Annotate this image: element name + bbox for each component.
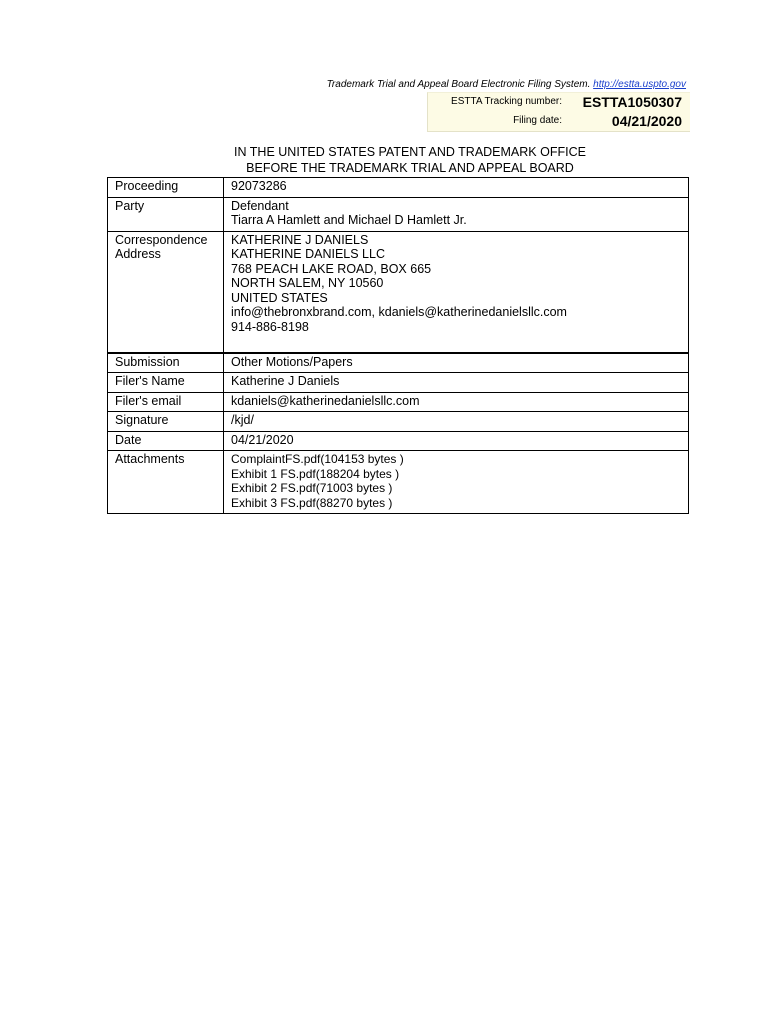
table-row-attachments — [108, 451, 689, 514]
filing-system-text: Trademark Trial and Appeal Board Electronic Filing System. — [326, 79, 591, 90]
party-line: Tiarra A Hamlett and Michael D Hamlett Jr. — [231, 213, 467, 227]
tracking-row — [428, 93, 690, 112]
attachment-item: Exhibit 1 FS.pdf(188204 bytes ) — [231, 466, 400, 481]
address-line: UNITED STATES — [231, 290, 328, 305]
address-line: KATHERINE J DANIELS — [231, 232, 369, 247]
table-row-proceeding — [108, 178, 689, 198]
address-line: NORTH SALEM, NY 10560 — [231, 276, 384, 290]
signature-value: /kjd/ — [224, 412, 689, 432]
table-row-correspondence — [108, 231, 689, 353]
table-row-signature — [108, 412, 689, 432]
submission-value: Other Motions/Papers — [224, 353, 689, 373]
filing-date-value: 04/21/2020 — [611, 113, 682, 129]
address-email-line: info@thebronxbrand.com, kdaniels@katherinedanielsllc.com — [231, 305, 567, 319]
attachments-label: Attachments — [108, 451, 224, 514]
correspondence-label-line: Address — [115, 247, 161, 261]
proceeding-value: 92073286 — [224, 178, 689, 198]
party-value — [224, 197, 689, 231]
table-row-date — [108, 431, 689, 451]
filers-email-value: kdaniels@katherinedanielsllc.com — [224, 392, 689, 412]
attachments-list — [224, 451, 689, 514]
filing-date-row — [428, 112, 690, 131]
table-row-filers-email — [108, 392, 689, 412]
title-line-2: BEFORE THE TRADEMARK TRIAL AND APPEAL BOARD — [246, 161, 574, 175]
correspondence-address — [224, 231, 689, 353]
tracking-label: ESTTA Tracking number: — [451, 96, 562, 107]
tracking-number: ESTTA1050307 — [582, 94, 682, 110]
table-row-submission — [108, 353, 689, 373]
filing-system-header — [327, 79, 686, 90]
submission-label: Submission — [108, 353, 224, 373]
title-line-1: IN THE UNITED STATES PATENT AND TRADEMARK OFFICE — [234, 145, 586, 159]
correspondence-label — [108, 231, 224, 353]
correspondence-label-line: Correspondence — [115, 232, 208, 247]
date-label: Date — [108, 431, 224, 451]
attachment-item: Exhibit 3 FS.pdf(88270 bytes ) — [231, 495, 393, 510]
estta-link[interactable]: http://estta.uspto.gov — [593, 79, 686, 90]
proceeding-label: Proceeding — [108, 178, 224, 198]
table-row-party — [108, 197, 689, 231]
date-value: 04/21/2020 — [224, 431, 689, 451]
document-title — [100, 144, 720, 176]
party-label: Party — [108, 197, 224, 231]
attachment-item: ComplaintFS.pdf(104153 bytes ) — [231, 452, 404, 466]
filing-details-table — [107, 177, 689, 514]
signature-label: Signature — [108, 412, 224, 432]
table-row-filers-name — [108, 373, 689, 393]
filers-name-label: Filer's Name — [108, 373, 224, 393]
party-line: Defendant — [231, 198, 289, 213]
address-phone-line: 914-886-8198 — [231, 319, 309, 334]
filers-name-value: Katherine J Daniels — [224, 373, 689, 393]
attachment-item: Exhibit 2 FS.pdf(71003 bytes ) — [231, 481, 393, 495]
filing-date-label: Filing date: — [513, 115, 562, 126]
address-line: KATHERINE DANIELS LLC — [231, 247, 385, 261]
filing-meta-box — [427, 92, 690, 132]
filers-email-label: Filer's email — [108, 392, 224, 412]
address-line: 768 PEACH LAKE ROAD, BOX 665 — [231, 261, 432, 276]
